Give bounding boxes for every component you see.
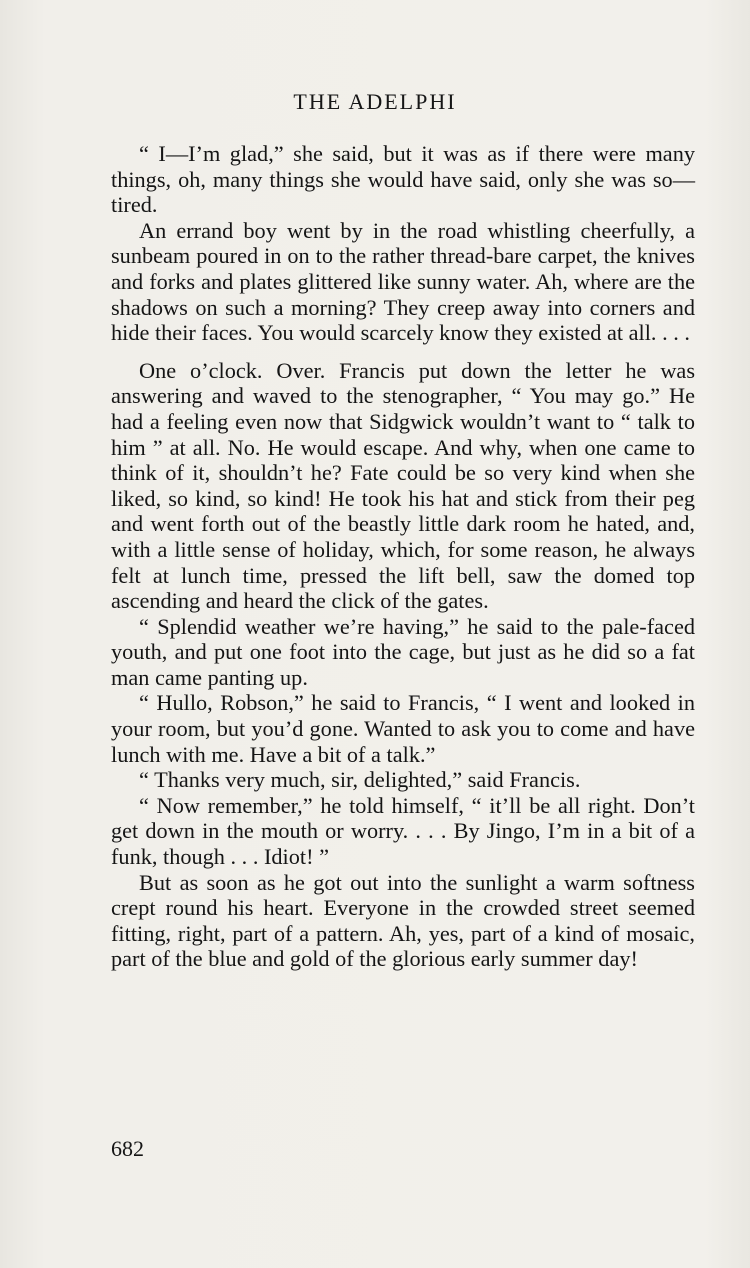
paragraph: “ Splendid weather we’re having,” he said to the pale-faced youth, and put one foot into the cage, but just as he did so a fat man came panting up.: [111, 613, 695, 690]
paragraph: An errand boy went by in the road whistling cheerfully, a sunbeam poured in on to the rather thread-bare carpet, the knives and forks and plates glittered like sunny water. Ah, where are the shadows on such a morning? They creep away into corners and hide their faces. You would scarcely know they existed at all. . . .: [111, 217, 695, 346]
paragraph: “ Thanks very much, sir, delighted,” said Francis.: [139, 767, 581, 793]
page-number: 682: [111, 1136, 144, 1161]
paragraph: “ I—I’m glad,” she said, but it was as if there were many things, oh, many things she would have said, only she was so—tired.: [111, 141, 695, 218]
paragraph: One o’clock. Over. Francis put down the letter he was answering and waved to the stenographer, “ You may go.” He had a feeling even now that Sidgwick wouldn’t want to “ talk to him ” at all. No. He would escape. And why, when one came to think of it, shouldn’t he? Fate could be so very kind when she liked, so kind, so kind! He took his hat and stick from their peg and went forth out of the beastly little dark room he hated, and, with a little sense of holiday, which, for some reason, he always felt at lunch time, pressed the lift bell, saw the domed top ascending and heard the click of the gates.: [111, 357, 695, 614]
paragraph: “ Now remember,” he told himself, “ it’ll be all right. Don’t get down in the mouth or worry. . . . By Jingo, I’m in a bit of a funk, though . . . Idiot! ”: [111, 792, 695, 870]
paragraph: But as soon as he got out into the sunlight a warm softness crept round his heart. Everyone in the crowded street seemed fitting, right, part of a pattern. Ah, yes, part of a kind of mosaic, part of the blue and gold of the glorious early summer day!: [111, 869, 695, 972]
paragraph: “ Hullo, Robson,” he said to Francis, “ I went and looked in your room, but you’d gone. Wanted to ask you to come and have lunch with me. Have a bit of a talk.”: [111, 690, 695, 767]
running-header: THE ADELPHI: [293, 89, 457, 114]
body-text: [111, 141, 695, 972]
